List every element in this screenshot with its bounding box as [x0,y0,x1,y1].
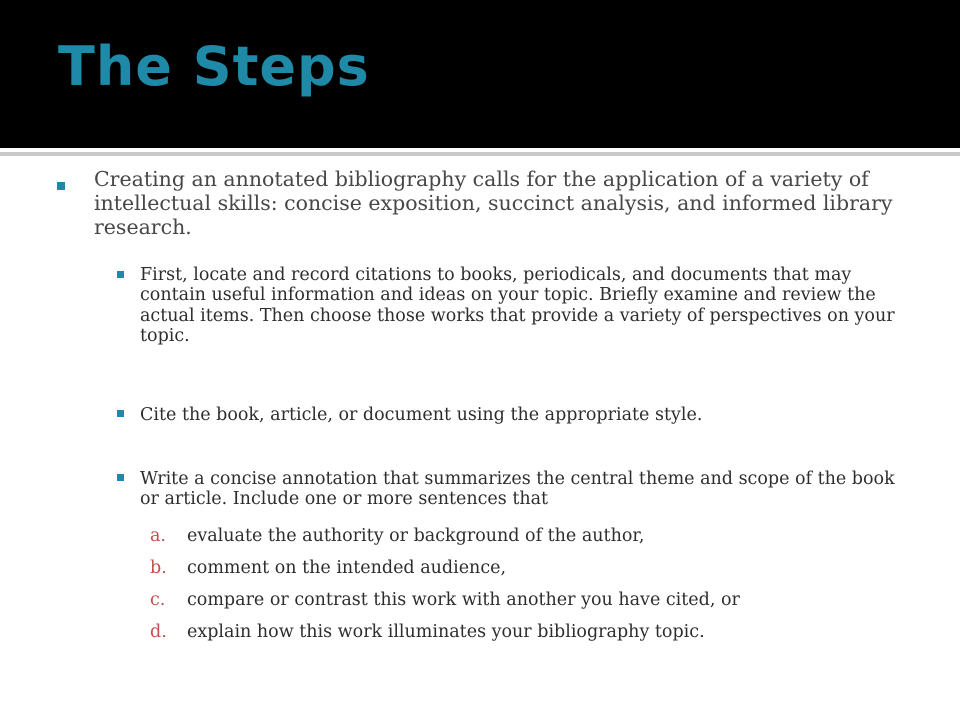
sub-bullet-text: Write a concise annotation that summarizes the central theme and scope of the book or article. Include one or more sentences that [140,469,895,510]
square-bullet-icon [117,271,124,278]
sub-bullet-text: Cite the book, article, or document using the appropriate style. [140,405,703,425]
list-item: comment on the intended audience, [187,558,507,578]
list-letter: c. [150,590,166,610]
list-item: compare or contrast this work with another you have cited, or [187,590,740,610]
list-letter: a. [150,526,166,546]
list-letter: d. [150,622,167,642]
list-letter: b. [150,558,167,578]
square-bullet-icon [117,410,124,417]
square-bullet-icon [57,182,65,190]
square-bullet-icon [117,474,124,481]
sub-bullet-text: First, locate and record citations to books, periodicals, and documents that may contain useful information and ideas on your topic. Briefly examine and review the actual items. Then choose those works that provide a variety of perspectives on your topic. [140,265,895,347]
slide-title: The Steps [58,35,370,98]
list-item: explain how this work illuminates your bibliography topic. [187,622,705,642]
list-item: evaluate the authority or background of the author, [187,526,645,546]
main-bullet-text: Creating an annotated bibliography calls for the application of a variety of intellectual skills: concise exposition, succinct analysis, and informed library research. [94,167,893,239]
